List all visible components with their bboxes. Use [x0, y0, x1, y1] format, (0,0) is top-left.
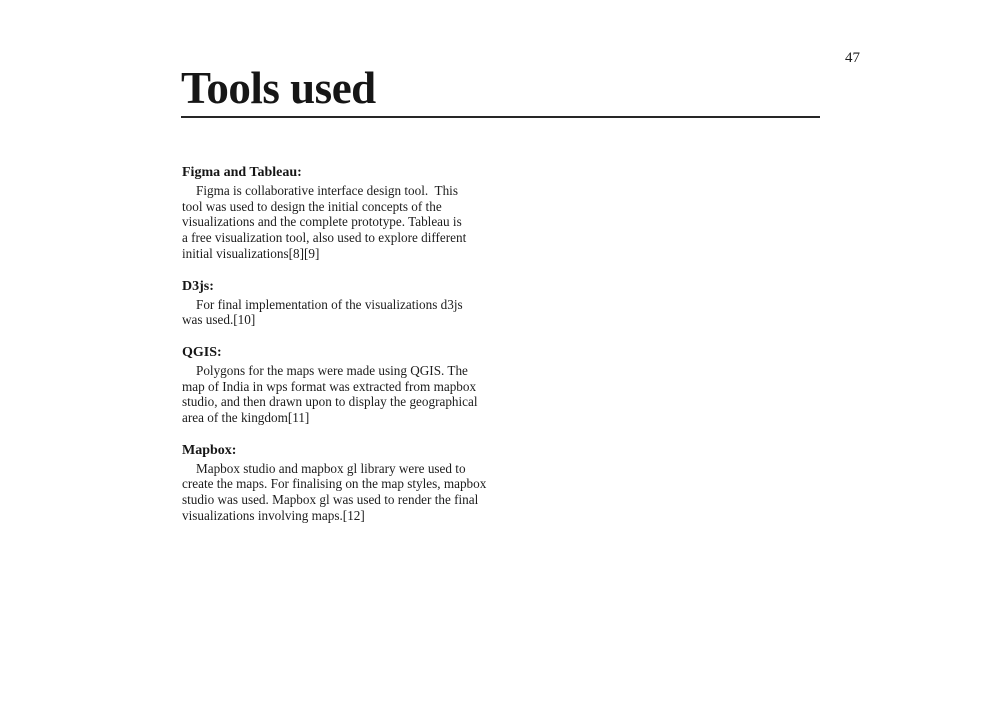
- paragraph-line: initial visualizations[8][9]: [182, 245, 320, 261]
- paragraph-line: Polygons for the maps were made using QGIS. The: [196, 362, 468, 378]
- paragraph-line: studio was used. Mapbox gl was used to render the final: [182, 492, 479, 508]
- paragraph-line: tool was used to design the initial concepts of the: [182, 198, 442, 214]
- section-heading: D3js:: [182, 278, 214, 294]
- paragraph-line: studio, and then drawn upon to display the geographical: [182, 394, 478, 410]
- paragraph-line: create the maps. For finalising on the map styles, mapbox: [182, 476, 487, 492]
- paragraph-line: was used.[10]: [182, 312, 256, 328]
- title-block: [181, 65, 820, 118]
- paragraph-line: area of the kingdom[11]: [182, 410, 310, 426]
- paragraph-line: For final implementation of the visualizations d3js: [196, 296, 463, 312]
- section-heading: QGIS:: [182, 344, 222, 360]
- title-underline: [181, 116, 820, 118]
- section-mapbox: [182, 443, 522, 524]
- section-d3js: [182, 279, 522, 328]
- page-content: [182, 165, 522, 541]
- page-number: 47: [845, 50, 860, 66]
- paragraph-line: a free visualization tool, also used to explore different: [182, 230, 467, 246]
- paragraph-line: Figma is collaborative interface design tool. This: [196, 183, 458, 198]
- paragraph-line: visualizations and the complete prototype. Tableau is: [182, 214, 462, 230]
- paragraph-line: map of India in wps format was extracted from mapbox: [182, 378, 477, 394]
- paragraph-line: Mapbox studio and mapbox gl library were used to: [196, 460, 466, 476]
- page-title: Tools used: [181, 63, 376, 113]
- paragraph-line: visualizations involving maps.[12]: [182, 507, 365, 523]
- section-heading: Figma and Tableau:: [182, 165, 302, 180]
- section-qgis: [182, 345, 522, 426]
- section-heading: Mapbox:: [182, 442, 237, 458]
- section-figma-tableau: [182, 165, 522, 262]
